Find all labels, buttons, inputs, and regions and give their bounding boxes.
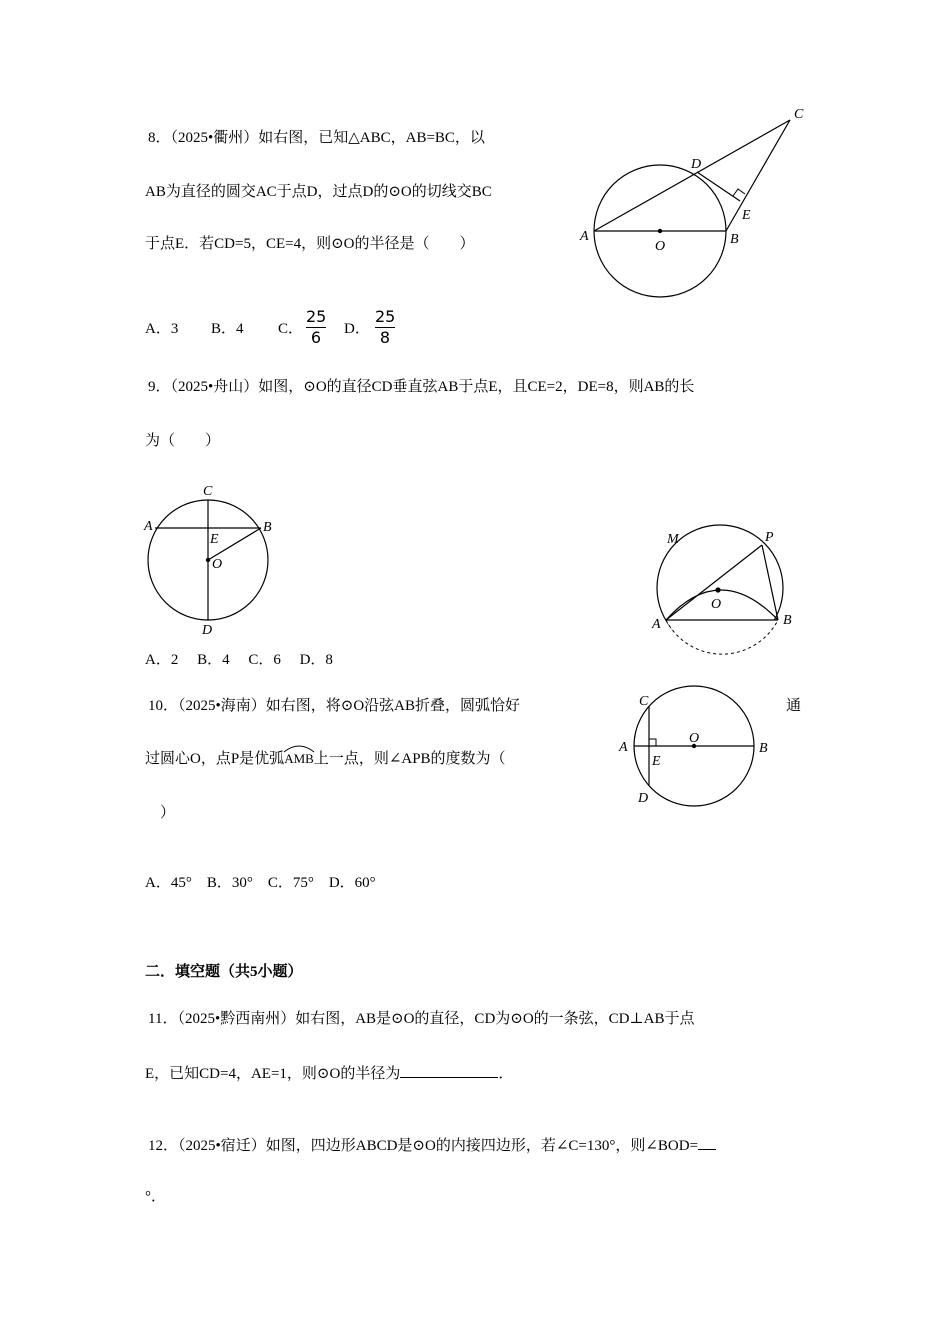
q8-label-e: E (742, 208, 751, 223)
q11-label-d: D (638, 791, 649, 806)
q11-line1: 11．（2025•黔西南州）如右图，AB是⊙O的直径，CD为⊙O的一条弦，CD⊥AB于点 (148, 1011, 695, 1027)
q8-d-numerator: 25 (375, 307, 396, 326)
q10-line2-post: 上一点，则∠APB的度数为（ (313, 751, 506, 767)
q9-label-d: D (202, 623, 213, 638)
q8-line1: 8．（2025•衢州）如右图，已知△ABC，AB=BC，以 (148, 130, 485, 146)
q9-figure (140, 478, 285, 640)
q8-d-denominator: 8 (379, 328, 391, 347)
q8-label-d: D (691, 157, 702, 172)
q11-line2-post: ． (498, 1066, 514, 1082)
q11-label-o: O (689, 731, 700, 746)
q10-label-m: M (667, 532, 679, 547)
q8-c-denominator: 6 (310, 328, 322, 347)
q8-option-c-fraction (306, 308, 326, 347)
q11-line2-pre: E，已知CD=4，AE=1，则⊙O的半径为 (145, 1066, 401, 1082)
q8-option-a: A．3 (145, 321, 179, 337)
q10-line1-tail: 通 (786, 698, 802, 714)
q11-label-e: E (652, 754, 661, 769)
q12-line2: °． (145, 1189, 166, 1205)
q11-line2 (145, 1063, 513, 1084)
q11-label-a: A (619, 740, 628, 755)
q11-label-c: C (639, 694, 649, 709)
q8-line2: AB为直径的圆交AC于点D，过点D的⊙O的切线交BC (145, 184, 492, 200)
q11-label-b: B (759, 741, 768, 756)
q10-line2 (145, 749, 506, 769)
q8-option-c: C． (278, 321, 304, 337)
q10-line2-pre: 过圆心O，点P是优弧 (145, 751, 285, 767)
q8-line3: 于点E．若CD=5，CE=4，则⊙O的半径是（ ） (145, 236, 475, 252)
q11-figure (610, 682, 780, 812)
q12-line1-text: 12．（2025•宿迁）如图，四边形ABCD是⊙O的内接四边形，若∠C=130°，则∠BOD= (148, 1138, 699, 1154)
q9-label-b: B (263, 520, 272, 535)
q8-option-d: D． (344, 321, 370, 337)
q9-line1: 9．（2025•舟山）如图，⊙O的直径CD垂直弦AB于点E，且CE=2，DE=8，则AB的长 (148, 379, 695, 395)
q10-label-a: A (652, 617, 661, 632)
q9-options: A．2 B．4 C．6 D．8 (145, 652, 333, 668)
q8-label-a: A (580, 229, 589, 244)
q12-answer-blank (698, 1135, 716, 1150)
q10-arc-text: AMB (284, 751, 314, 766)
q8-c-numerator: 25 (306, 307, 327, 326)
q10-line3: ） (160, 805, 176, 821)
q9-label-e: E (210, 532, 219, 547)
q9-line2: 为（ ） (145, 433, 221, 449)
q9-label-a: A (144, 519, 153, 534)
q10-label-b: B (783, 613, 792, 628)
q10-figure (645, 522, 805, 662)
q10-line1: 10．（2025•海南）如右图，将⊙O沿弦AB折叠，圆弧恰好 (148, 698, 520, 714)
q9-label-c: C (203, 484, 213, 499)
q8-option-d-fraction (375, 308, 395, 347)
q10-label-o: O (711, 597, 722, 612)
q9-label-o: O (212, 557, 223, 572)
q12-line1 (148, 1135, 716, 1156)
q10-label-p: P (765, 530, 774, 545)
q11-answer-blank (400, 1063, 498, 1078)
q10-arc-amb (284, 749, 314, 769)
q8-label-o: O (655, 239, 666, 254)
q8-label-c: C (794, 107, 804, 122)
q8-figure (570, 100, 820, 310)
section2-title: 二．填空题（共5小题） (145, 964, 303, 980)
q8-option-b: B．4 (211, 321, 244, 337)
q10-options: A．45° B．30° C．75° D．60° (145, 875, 376, 891)
q8-label-b: B (730, 232, 739, 247)
